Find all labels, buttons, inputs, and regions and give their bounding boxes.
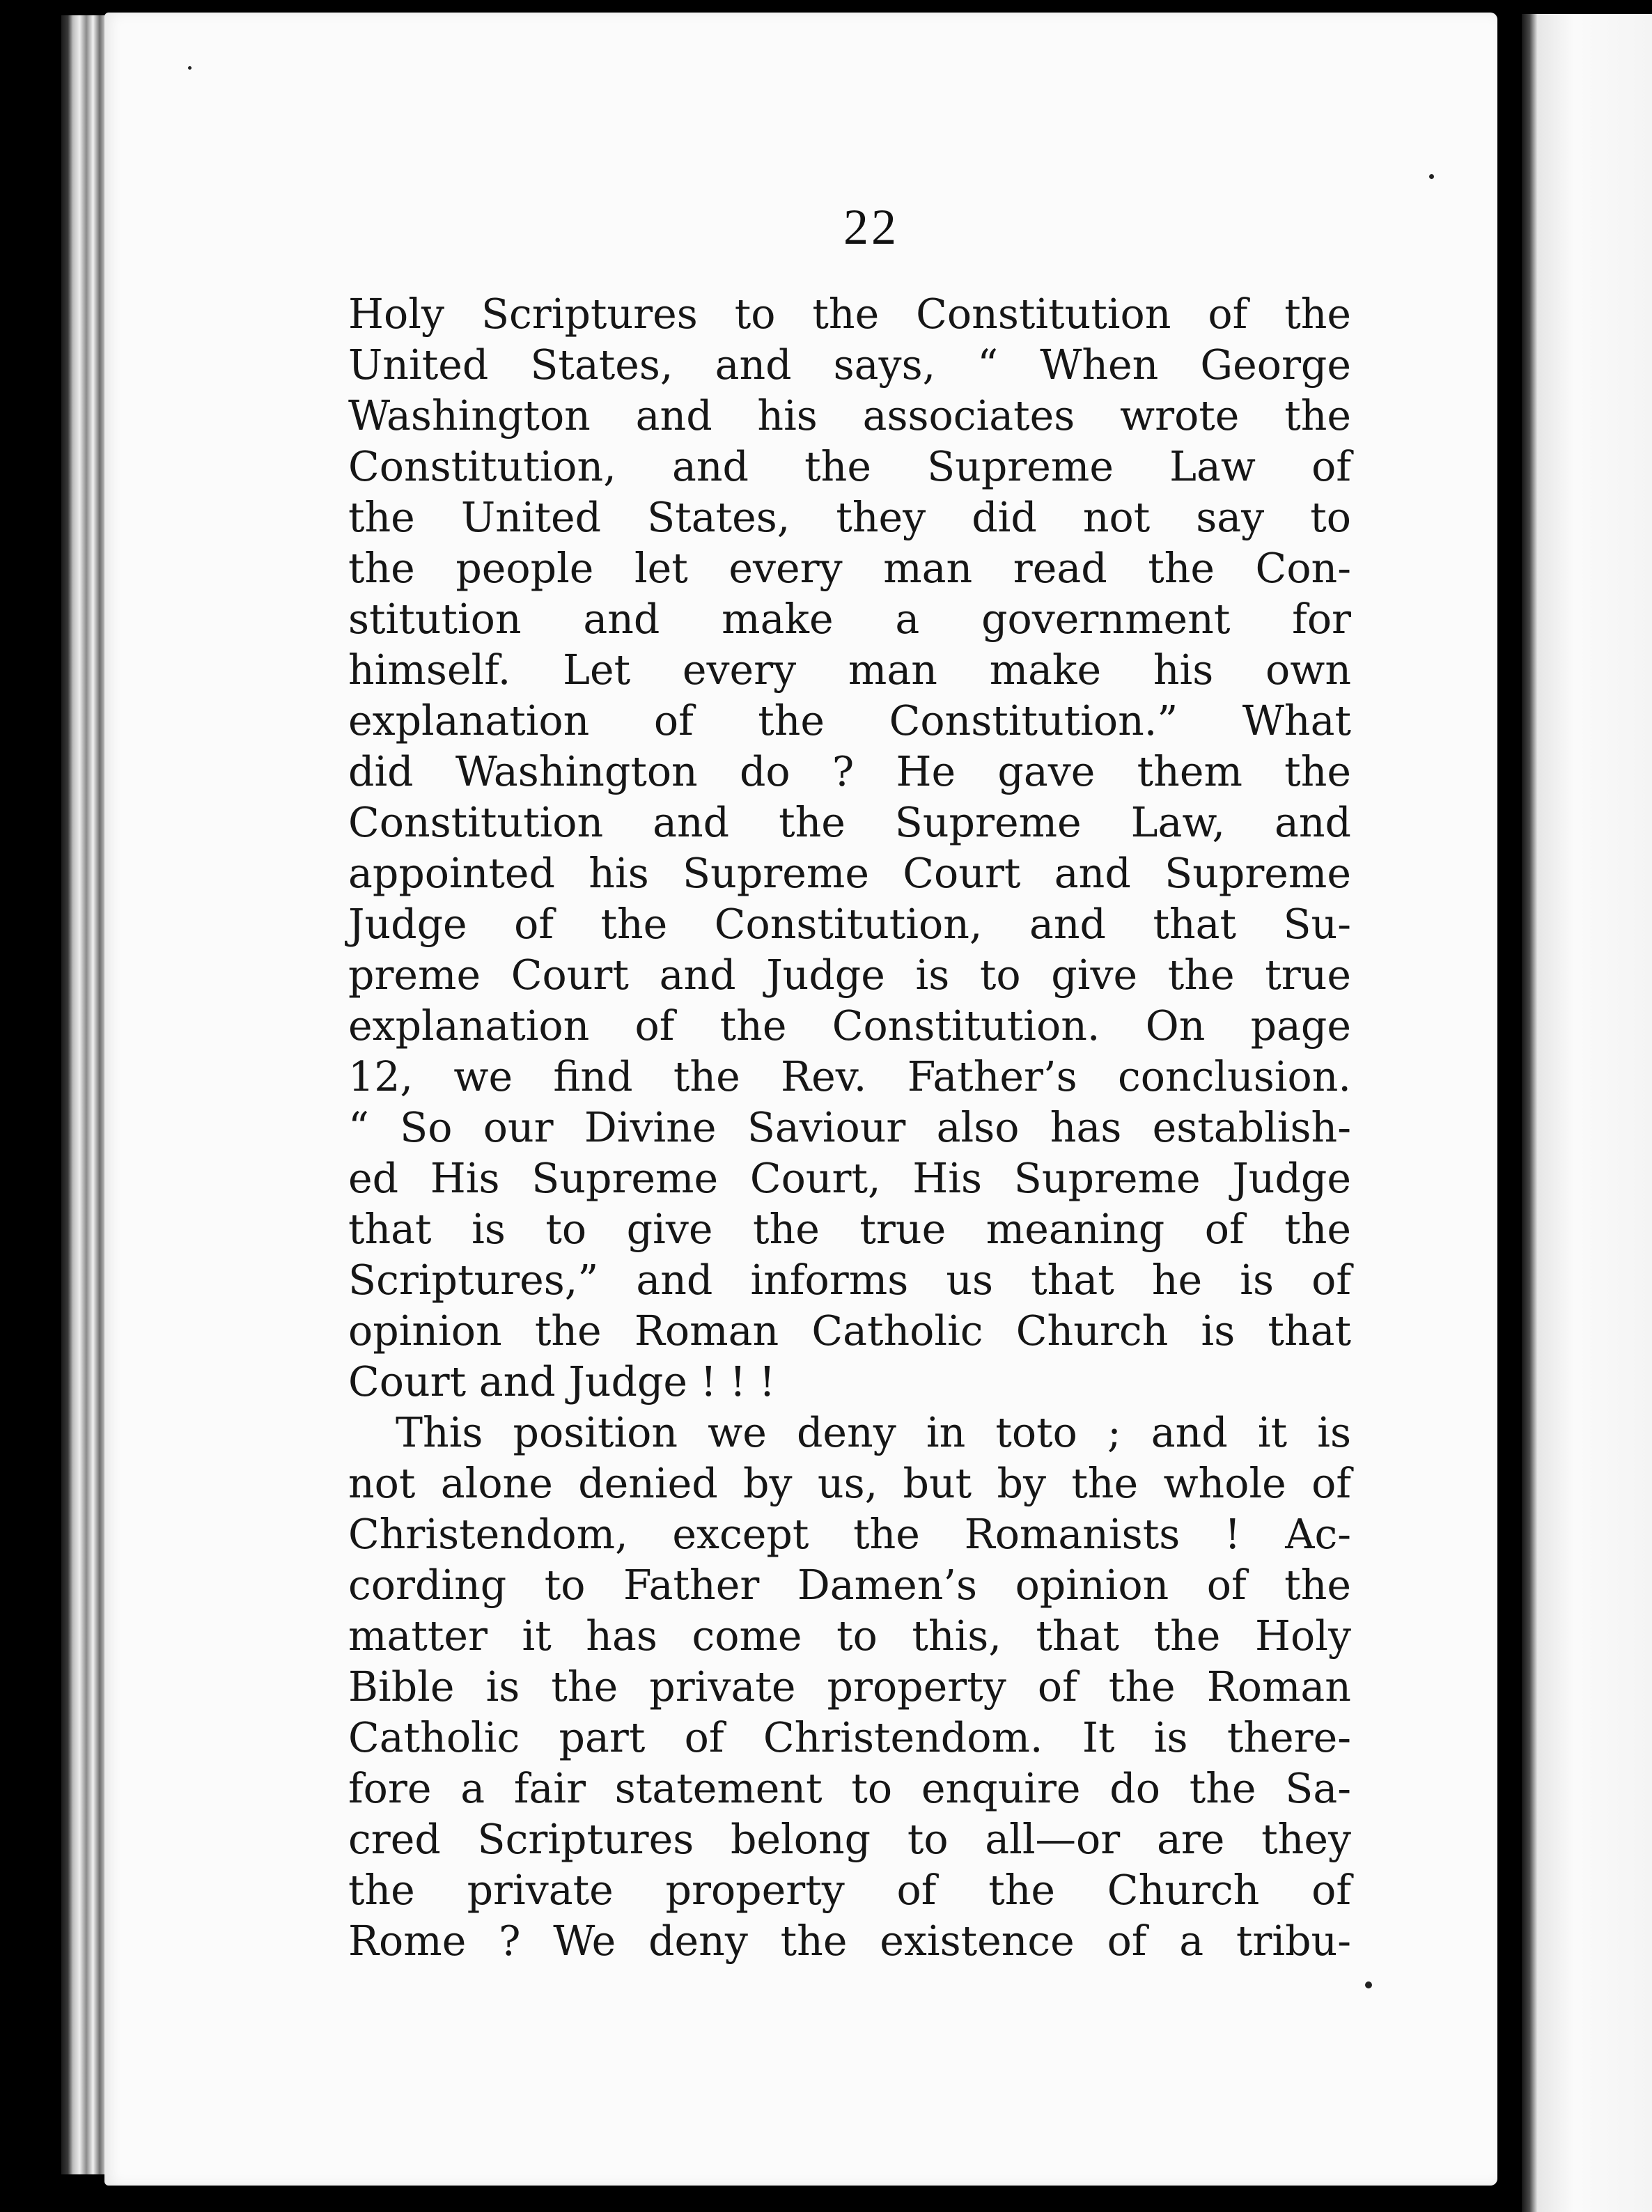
text-line: not alone denied by us, but by the whole of — [348, 1460, 1351, 1507]
text-line: matter it has come to this, that the Holy — [348, 1612, 1351, 1660]
text-line: that is to give the true meaning of the — [348, 1206, 1351, 1253]
text-line: Constitution, and the Supreme Law of — [348, 443, 1351, 490]
text-line: Scriptures,” and informs us that he is of — [348, 1256, 1351, 1304]
text-line: Washington and his associates wrote the — [348, 392, 1351, 439]
text-line: stitution and make a government for — [348, 595, 1351, 643]
text-line: United States, and says, “ When George — [348, 341, 1351, 389]
text-line: fore a fair statement to enquire do the Sa- — [348, 1765, 1351, 1812]
text-line: did Washington do ? He gave them the — [348, 748, 1351, 795]
text-line: Court and Judge ! ! ! — [348, 1358, 776, 1405]
text-line: Constitution and the Supreme Law, and — [348, 799, 1351, 846]
text-line: the United States, they did not say to — [348, 494, 1351, 541]
text-line: cording to Father Damen’s opinion of the — [348, 1561, 1351, 1609]
text-line: opinion the Roman Catholic Church is that — [348, 1307, 1351, 1355]
text-line: Judge of the Constitution, and that Su- — [348, 901, 1351, 948]
text-line: Catholic part of Christendom. It is there- — [348, 1714, 1351, 1761]
text-line: Bible is the private property of the Roman — [348, 1663, 1351, 1711]
text-line: explanation of the Constitution. On page — [348, 1002, 1351, 1050]
text-line: Holy Scriptures to the Constitution of the — [348, 290, 1351, 338]
text-line: himself. Let every man make his own — [348, 646, 1351, 694]
text-line: 12, we find the Rev. Father’s conclusion. — [348, 1053, 1351, 1100]
text-line: preme Court and Judge is to give the true — [348, 951, 1351, 999]
text-line: appointed his Supreme Court and Supreme — [348, 850, 1351, 897]
ink-speck — [1429, 174, 1434, 179]
text-line: ed His Supreme Court, His Supreme Judge — [348, 1155, 1351, 1202]
ink-speck — [1365, 1981, 1372, 1988]
page-number: 22 — [843, 199, 899, 255]
body-text — [348, 289, 1351, 1967]
text-line: the private property of the Church of — [348, 1867, 1351, 1914]
text-line: “ So our Divine Saviour also has establish- — [348, 1104, 1351, 1151]
text-line: Christendom, except the Romanists ! Ac- — [348, 1511, 1351, 1558]
facing-page-edge — [1522, 14, 1652, 2212]
text-line: This position we deny in toto ; and it is — [396, 1409, 1351, 1456]
ink-speck — [188, 66, 192, 70]
text-line: explanation of the Constitution.” What — [348, 697, 1351, 745]
text-line: Rome ? We deny the existence of a tribu- — [348, 1917, 1351, 1965]
text-line: cred Scriptures belong to all—or are they — [348, 1816, 1351, 1863]
text-line: the people let every man read the Con- — [348, 545, 1351, 592]
